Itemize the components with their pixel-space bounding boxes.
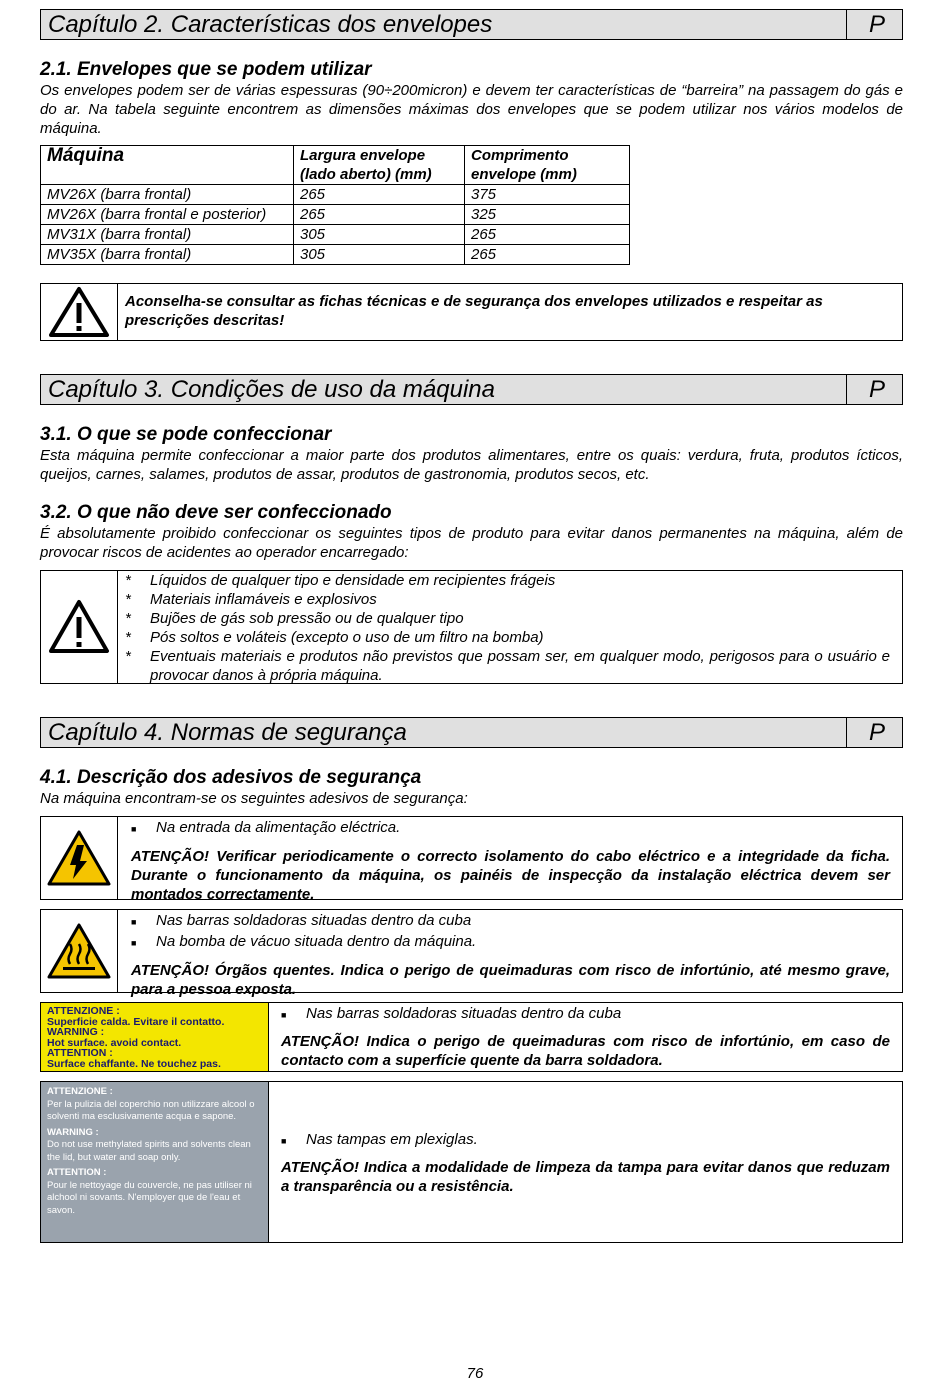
section-text: É absolutamente proibido confeccionar os seguintes tipos de produto para evitar danos permanentes na máquina, além de provocar riscos de acidentes ao operador encarregado:	[40, 525, 903, 561]
table-cell: MV26X (barra frontal)	[41, 185, 294, 205]
label-line: Do not use methylated spirits and solvents clean the lid, but water and soap only.	[47, 1139, 251, 1163]
label-line: ATTENTION :	[47, 1167, 107, 1178]
table-header: Comprimento envelope (mm)	[465, 146, 630, 185]
table-cell: 325	[465, 205, 630, 225]
envelope-table	[40, 145, 630, 265]
list-item: ■ Nas barras soldadoras situadas dentro da cuba	[281, 1005, 622, 1022]
section-title: 2.1. Envelopes que se podem utilizar	[40, 59, 372, 80]
prohibited-products-box	[40, 570, 903, 684]
language-code: P	[846, 375, 902, 404]
table-cell: MV35X (barra frontal)	[41, 245, 294, 265]
table-header: Largura envelope (lado aberto) (mm)	[294, 146, 465, 185]
label-line: Per la pulizia del coperchio non utilizzare alcool o solventi ma esclusivamente acqua e sapone.	[47, 1098, 255, 1122]
table-row	[41, 245, 630, 265]
table-header-row	[41, 146, 630, 185]
chapter-title: Capítulo 2. Características dos envelopes	[48, 10, 493, 38]
electric-hazard-icon	[41, 817, 118, 899]
prohibited-list-container	[118, 571, 902, 683]
table-cell: 305	[294, 225, 465, 245]
label-line: Pour le nettoyage du couvercle, ne pas utiliser ni alchool ni sovants. N'employer que de l'eau et savon.	[47, 1179, 252, 1216]
section-title: 3.1. O que se pode confeccionar	[40, 424, 332, 445]
label-line: ATTENZIONE :	[47, 1086, 113, 1097]
prohibited-list	[125, 571, 890, 685]
attention-text: ATENÇÃO! Verificar periodicamente o correcto isolamento do cabo eléctrico e a integridade da ficha. Durante o funcionamento da máquina, os painéis de inspecção da instalação eléctrica devem ser montados correctamente.	[131, 848, 890, 903]
lid-cleaning-label-image	[41, 1082, 269, 1242]
hot-surface-label-image	[41, 1003, 269, 1071]
chapter-2-header	[40, 9, 903, 40]
chapter-title: Capítulo 4. Normas de segurança	[48, 718, 407, 746]
warning-text: Aconselha-se consultar as fichas técnicas e de segurança dos envelopes utilizados e respeitar as prescrições descritas!	[125, 293, 823, 329]
label-line: Hot surface. avoid contact.	[47, 1036, 182, 1049]
sticker-text	[118, 817, 902, 903]
table-row	[41, 205, 630, 225]
label-line: ATTENTION :	[47, 1047, 113, 1059]
label-line: Superficie calda. Evitare il contatto.	[47, 1015, 225, 1028]
chapter-3-header	[40, 374, 903, 405]
table-cell: 265	[294, 205, 465, 225]
sticker-hot-bar-box	[40, 1002, 903, 1072]
sticker-hot-surface-box	[40, 909, 903, 998]
table-cell: 265	[465, 225, 630, 245]
warning-triangle-icon	[41, 571, 118, 683]
list-item: ■ Na entrada da alimentação eléctrica.	[131, 819, 401, 836]
section-title: 4.1. Descrição dos adesivos de segurança	[40, 767, 422, 788]
manual-page	[40, 9, 903, 1243]
sticker-lid-cleaning-box	[40, 1081, 903, 1243]
table-cell: MV26X (barra frontal e posterior)	[41, 205, 294, 225]
list-item: ■ Nas barras soldadoras situadas dentro da cuba	[131, 912, 472, 929]
sticker-text	[118, 910, 902, 998]
table-row	[41, 225, 630, 245]
list-item: * Eventuais materiais e produtos não previstos que possam ser, em qualquer modo, perigosos para o usuário e provocar danos à própria máquina.	[125, 648, 890, 684]
table-cell: 375	[465, 185, 630, 205]
chapter-4-header	[40, 717, 903, 748]
table-cell: 265	[465, 245, 630, 265]
language-code: P	[846, 10, 902, 39]
page-number: 76	[466, 1365, 484, 1382]
list-item: * Líquidos de qualquer tipo e densidade em recipientes frágeis	[125, 572, 556, 589]
sticker-text	[269, 1082, 902, 1242]
label-line: Surface chaffante. Ne touchez pas.	[47, 1057, 221, 1070]
section-text: Os envelopes podem ser de várias espessuras (90÷200micron) e devem ter características de “barreira” na passagem do gás e do ar. Na tabela seguinte encontrem as dimensões máximas dos envelopes que se podem utilizar nos vários modelos de máquina.	[40, 82, 903, 137]
table-row	[41, 185, 630, 205]
table-cell: 265	[294, 185, 465, 205]
list-item: * Materiais inflamáveis e explosivos	[125, 591, 377, 608]
label-line: WARNING :	[47, 1026, 105, 1038]
table-cell: 305	[294, 245, 465, 265]
attention-text: ATENÇÃO! Órgãos quentes. Indica o perigo de queimaduras com risco de infortúnio, até mesmo grave, para a pessoa exposta.	[131, 962, 890, 998]
chapter-title: Capítulo 3. Condições de uso da máquina	[48, 375, 495, 403]
label-line: ATTENZIONE :	[47, 1005, 120, 1017]
list-item: ■ Nas tampas em plexiglas.	[281, 1131, 478, 1148]
label-line: WARNING :	[47, 1126, 99, 1138]
list-item: ■ Na bomba de vácuo situada dentro da máquina.	[131, 933, 477, 950]
section-text: Na máquina encontram-se os seguintes adesivos de segurança:	[40, 790, 468, 807]
warning-box	[40, 283, 903, 341]
table-cell: MV31X (barra frontal)	[41, 225, 294, 245]
list-item: * Pós soltos e voláteis (excepto o uso de um filtro na bomba)	[125, 629, 544, 646]
sticker-electrical-box	[40, 816, 903, 903]
attention-text: ATENÇÃO! Indica o perigo de queimaduras com risco de infortúnio, em caso de contacto com a superfície quente da barra soldadora.	[281, 1033, 890, 1069]
section-text: Esta máquina permite confeccionar a maior parte dos produtos alimentares, entre os quais: verdura, fruta, produtos ícticos, queijos, carnes, salames, produtos de assar, produtos de gastronomia, produtos secos, etc.	[40, 447, 903, 483]
sticker-text	[269, 1003, 902, 1071]
section-title: 3.2. O que não deve ser confeccionado	[40, 502, 392, 523]
warning-triangle-icon	[41, 284, 118, 340]
attention-text: ATENÇÃO! Indica a modalidade de limpeza da tampa para evitar danos que reduzam a transparência ou a resistência.	[281, 1159, 890, 1195]
hot-surface-icon	[41, 910, 118, 992]
table-header: Máquina	[41, 146, 294, 185]
list-item: * Bujões de gás sob pressão ou de qualquer tipo	[125, 610, 464, 627]
language-code: P	[846, 718, 902, 747]
